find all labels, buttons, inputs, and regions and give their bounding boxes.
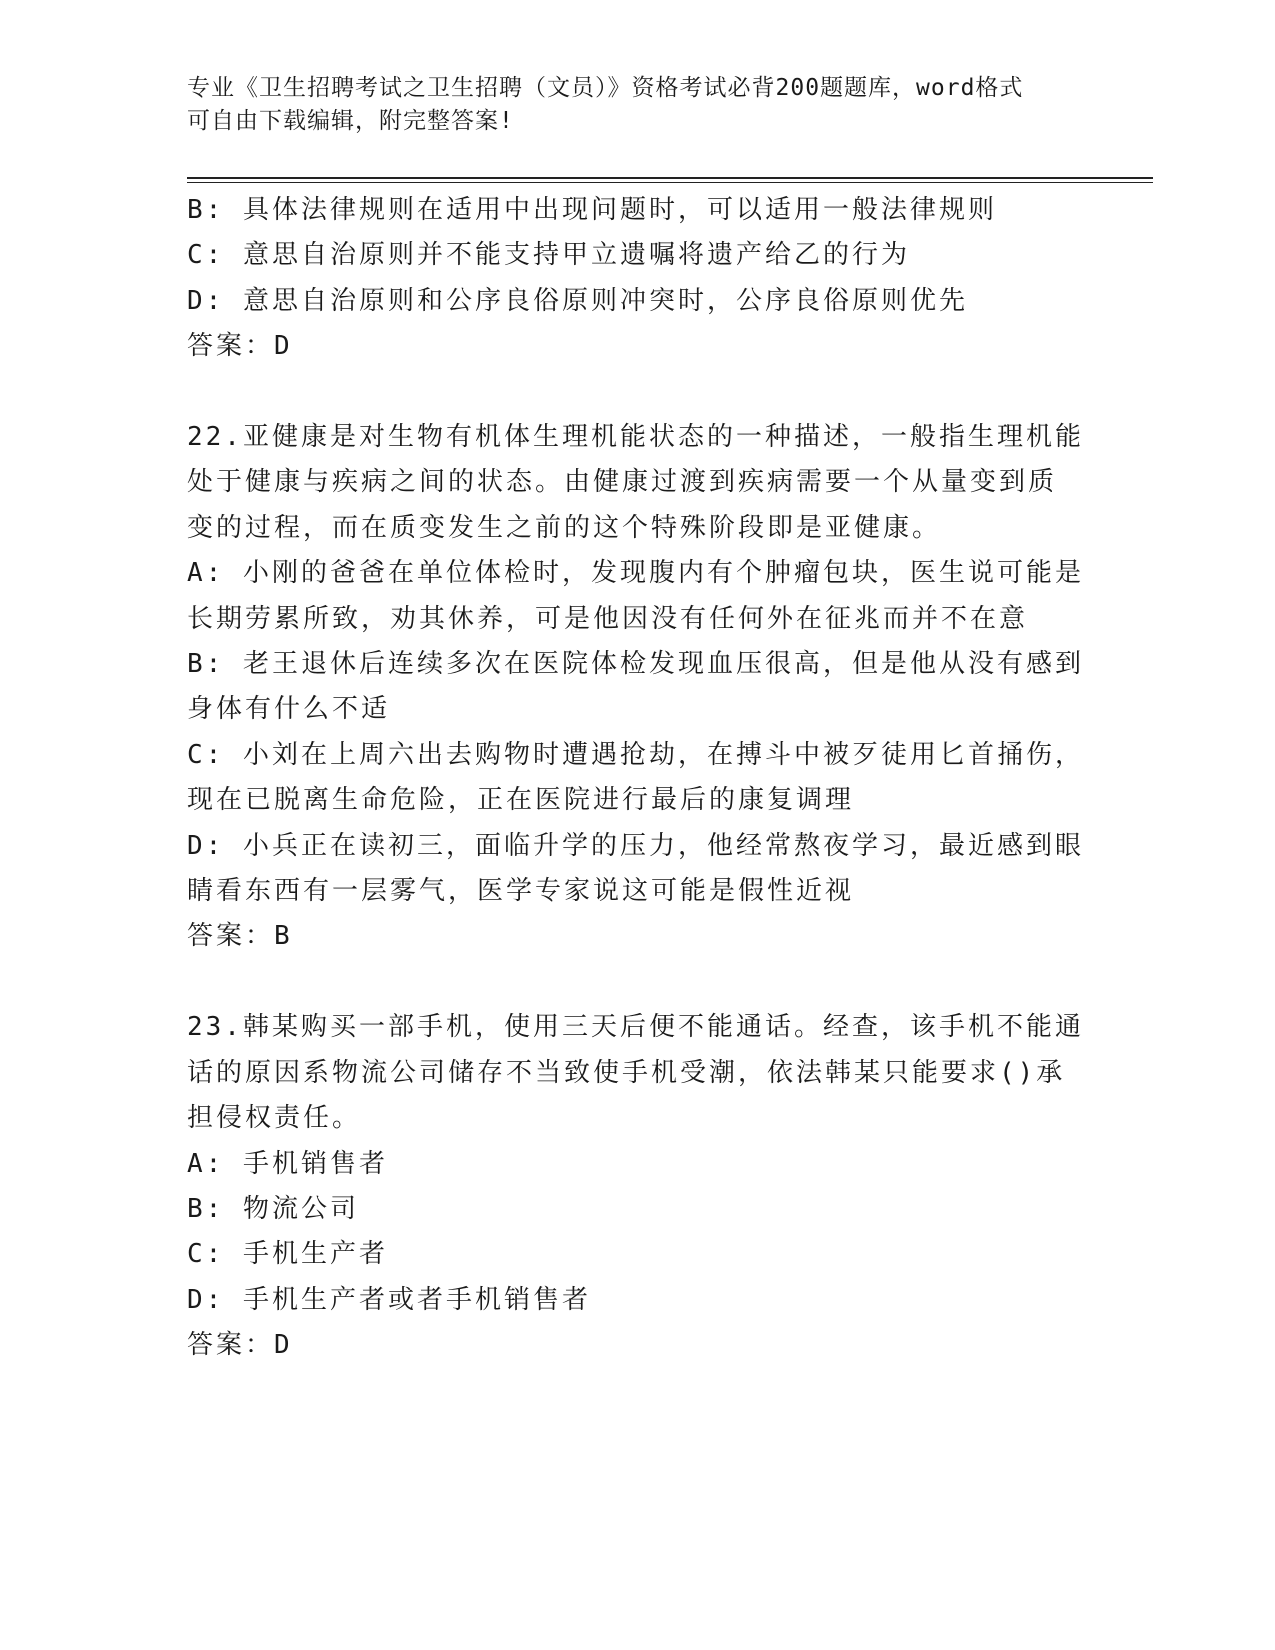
option-d: D: 手机生产者或者手机销售者 [187, 1284, 591, 1315]
option-a: A: 小刚的爸爸在单位体检时，发现腹内有个肿瘤包块，医生说可能是 [187, 558, 1084, 589]
option-b-cont: 身体有什么不适 [187, 694, 391, 725]
option-c: C: 手机生产者 [187, 1239, 388, 1270]
question-stem-line: 话的原因系物流公司储存不当致使手机受潮，依法韩某只能要求()承 [187, 1057, 1066, 1088]
option-a: A: 手机销售者 [187, 1148, 388, 1179]
answer: 答案：B [187, 921, 293, 952]
option-d: D: 小兵正在读初三，面临升学的压力，他经常熬夜学习，最近感到眼 [187, 830, 1084, 861]
question-stem-line: 变的过程，而在质变发生之前的这个特殊阶段即是亚健康。 [187, 512, 942, 543]
question-stem-line: 处于健康与疾病之间的状态。由健康过渡到疾病需要一个从量变到质 [187, 467, 1058, 498]
option-c-cont: 现在已脱离生命危险，正在医院进行最后的康复调理 [187, 785, 855, 816]
header-title-line-1: 专业《卫生招聘考试之卫生招聘（文员）》资格考试必背200题题库，word格式 [187, 75, 1024, 101]
spacer [187, 960, 1087, 1005]
question-23 [187, 1005, 1087, 1368]
option-a-cont: 长期劳累所致，劝其休养，可是他因没有任何外在征兆而并不在意 [187, 603, 1029, 634]
question-content [187, 188, 1087, 1369]
question-21-tail [187, 188, 1087, 370]
answer: 答案：D [187, 331, 293, 362]
question-stem-line: 23.韩某购买一部手机，使用三天后便不能通话。经查，该手机不能通 [187, 1012, 1084, 1043]
answer: 答案：D [187, 1330, 293, 1361]
spacer [187, 370, 1087, 415]
question-stem-line: 22.亚健康是对生物有机体生理机能状态的一种描述，一般指生理机能 [187, 422, 1084, 453]
header-divider-thick [187, 177, 1153, 179]
option-b: B: 老王退休后连续多次在医院体检发现血压很高，但是他从没有感到 [187, 649, 1084, 680]
option-d-cont: 睛看东西有一层雾气，医学专家说这可能是假性近视 [187, 876, 855, 907]
option-c: C: 意思自治原则并不能支持甲立遗嘱将遗产给乙的行为 [187, 240, 910, 271]
option-b: B: 具体法律规则在适用中出现问题时，可以适用一般法律规则 [187, 195, 997, 225]
option-c: C: 小刘在上周六出去购物时遭遇抢劫，在搏斗中被歹徒用匕首捅伤， [187, 739, 1084, 770]
option-d: D: 意思自治原则和公序良俗原则冲突时，公序良俗原则优先 [187, 285, 968, 316]
option-b: B: 物流公司 [187, 1193, 359, 1224]
header-title-line-2: 可自由下载编辑，附完整答案! [187, 108, 514, 134]
document-header [187, 72, 1087, 138]
header-divider-thin [187, 182, 1153, 183]
question-22 [187, 415, 1087, 960]
question-stem-line: 担侵权责任。 [187, 1103, 362, 1134]
